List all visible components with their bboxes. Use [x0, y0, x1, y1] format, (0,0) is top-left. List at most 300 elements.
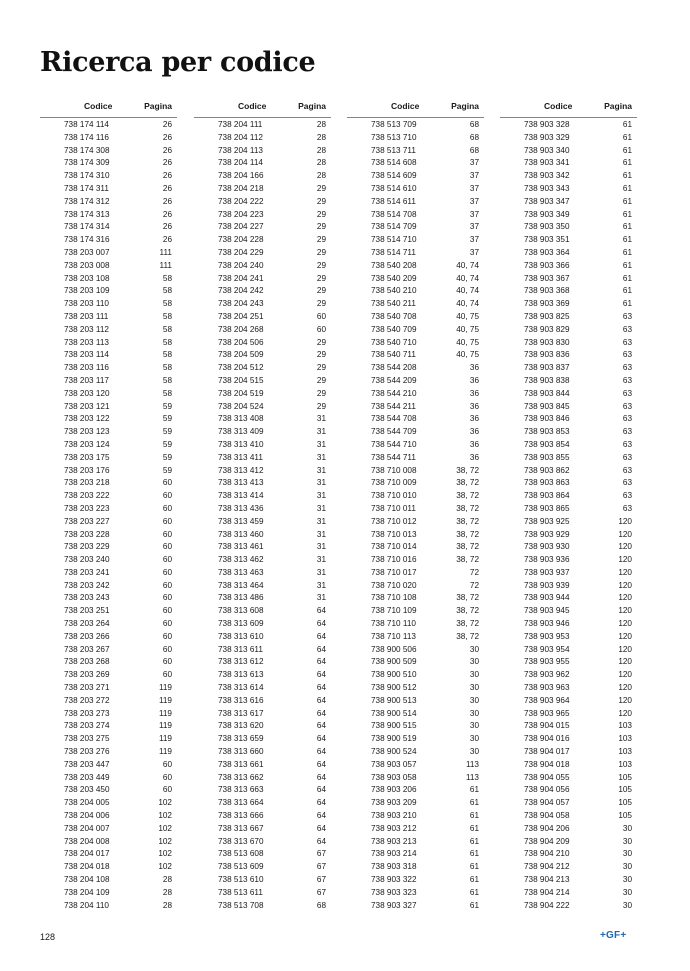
table-row [500, 452, 637, 465]
product-code: 738 203 117 [64, 375, 109, 385]
table-row [40, 669, 177, 682]
product-code: 738 313 659 [218, 734, 264, 744]
page-reference: 30 [469, 695, 479, 705]
table-row [40, 772, 177, 785]
product-code: 738 903 322 [371, 875, 417, 885]
table-row [500, 401, 637, 414]
product-code: 738 903 862 [524, 465, 570, 475]
product-code: 738 204 017 [64, 849, 110, 859]
page-reference: 105 [618, 772, 632, 782]
page-reference: 59 [162, 401, 172, 411]
table-row [40, 401, 177, 414]
table-row [40, 682, 177, 695]
code-header: Codice [84, 101, 113, 111]
table-row [194, 644, 331, 657]
page-reference: 60 [162, 555, 172, 565]
table-row [40, 388, 177, 401]
table-row [347, 695, 484, 708]
table-row [194, 452, 331, 465]
table-row [347, 298, 484, 311]
table-row [347, 413, 484, 426]
page-reference: 64 [316, 734, 326, 744]
product-code: 738 313 610 [218, 631, 264, 641]
page-reference: 30 [469, 734, 479, 744]
table-row [194, 349, 331, 362]
page-reference: 64 [316, 798, 326, 808]
page-reference: 31 [316, 542, 326, 552]
table-row [347, 349, 484, 362]
product-code: 738 204 268 [218, 324, 264, 334]
table-row [40, 285, 177, 298]
page-reference: 36 [469, 439, 479, 449]
page-reference: 26 [162, 171, 172, 181]
page-reference: 31 [316, 465, 326, 475]
page-reference: 61 [622, 209, 632, 219]
table-row [194, 874, 331, 887]
page-reference: 64 [316, 811, 326, 821]
product-code: 738 513 709 [371, 120, 417, 129]
page-reference: 38, 72 [456, 516, 479, 526]
column-header [500, 100, 637, 118]
product-code: 738 204 005 [64, 798, 110, 808]
table-row [194, 720, 331, 733]
page-reference: 64 [316, 606, 326, 616]
code-header: Codice [238, 101, 267, 111]
product-code: 738 204 251 [218, 311, 264, 321]
product-code: 738 903 368 [524, 286, 570, 296]
table-row [347, 592, 484, 605]
product-code: 738 313 666 [218, 811, 264, 821]
product-code: 738 904 214 [524, 887, 570, 897]
page-reference: 60 [162, 644, 172, 654]
table-row [347, 119, 484, 132]
product-code: 738 313 612 [218, 657, 264, 667]
table-row [500, 183, 637, 196]
page-reference: 26 [162, 120, 172, 129]
product-code: 738 203 218 [64, 478, 110, 488]
page-reference: 60 [162, 491, 172, 501]
table-row [194, 170, 331, 183]
table-row [347, 157, 484, 170]
table-row [194, 413, 331, 426]
product-code: 738 313 620 [218, 721, 264, 731]
product-code: 738 540 211 [371, 299, 416, 309]
table-row [40, 490, 177, 503]
table-row [40, 823, 177, 836]
product-code: 738 903 929 [524, 529, 570, 539]
product-code: 738 900 514 [371, 708, 417, 718]
page-reference: 120 [618, 516, 632, 526]
page-reference: 103 [618, 759, 632, 769]
table-row [347, 887, 484, 900]
page-reference: 58 [162, 363, 172, 373]
product-code: 738 203 124 [64, 439, 110, 449]
table-row [500, 900, 637, 913]
page-reference: 60 [162, 657, 172, 667]
table-row [40, 349, 177, 362]
page-reference: 38, 72 [456, 631, 479, 641]
product-code: 738 903 829 [524, 324, 570, 334]
page-reference: 30 [622, 887, 632, 897]
page-reference: 60 [162, 567, 172, 577]
product-code: 738 903 342 [524, 171, 570, 181]
table-row [500, 285, 637, 298]
product-code: 738 203 116 [64, 363, 109, 373]
page-reference: 30 [622, 862, 632, 872]
product-code: 738 514 609 [371, 171, 417, 181]
table-row [500, 426, 637, 439]
product-code: 738 904 018 [524, 759, 570, 769]
page-reference: 29 [316, 209, 326, 219]
page-reference: 31 [316, 427, 326, 437]
table-row [194, 746, 331, 759]
table-row [194, 503, 331, 516]
table-row [194, 298, 331, 311]
table-row [194, 337, 331, 350]
product-code: 738 174 313 [64, 209, 110, 219]
product-code: 738 544 208 [371, 363, 417, 373]
table-row [194, 273, 331, 286]
product-code: 738 313 460 [218, 529, 264, 539]
product-code: 738 313 409 [218, 427, 264, 437]
page-reference: 120 [618, 695, 632, 705]
page-reference: 40, 75 [456, 337, 479, 347]
table-row [40, 234, 177, 247]
table-row [194, 311, 331, 324]
product-code: 738 904 055 [524, 772, 570, 782]
product-code: 738 203 228 [64, 529, 110, 539]
product-code: 738 203 007 [64, 247, 110, 257]
product-code: 738 203 223 [64, 503, 110, 513]
product-code: 738 313 463 [218, 567, 264, 577]
page-reference: 113 [465, 772, 479, 782]
product-code: 738 710 109 [371, 606, 417, 616]
product-code: 738 903 853 [524, 427, 570, 437]
product-code: 738 313 614 [218, 683, 264, 693]
table-row [40, 132, 177, 145]
page-reference: 64 [316, 683, 326, 693]
product-code: 738 203 272 [64, 695, 110, 705]
page-reference: 31 [316, 529, 326, 539]
product-code: 738 203 123 [64, 427, 110, 437]
table-row [500, 516, 637, 529]
product-code: 738 903 954 [524, 644, 570, 654]
rows-container [40, 119, 177, 912]
product-code: 738 204 524 [218, 401, 264, 411]
product-code: 738 710 008 [371, 465, 417, 475]
product-code: 738 710 013 [371, 529, 417, 539]
table-row [194, 580, 331, 593]
page-reference: 58 [162, 388, 172, 398]
page-reference: 102 [158, 798, 172, 808]
page-header: Pagina [451, 101, 479, 111]
page-reference: 28 [316, 145, 326, 155]
table-row [40, 592, 177, 605]
table-row [40, 887, 177, 900]
table-row [40, 119, 177, 132]
table-row [194, 708, 331, 721]
product-code: 738 174 308 [64, 145, 110, 155]
page-reference: 63 [622, 337, 632, 347]
page-reference: 28 [316, 132, 326, 142]
page-reference: 36 [469, 452, 479, 462]
column-header [40, 100, 177, 118]
product-code: 738 513 608 [218, 849, 264, 859]
table-row [40, 848, 177, 861]
table-row [500, 823, 637, 836]
table-row [500, 260, 637, 273]
table-row [194, 605, 331, 618]
page-reference: 120 [618, 555, 632, 565]
page-reference: 30 [622, 875, 632, 885]
table-row [347, 388, 484, 401]
page-reference: 63 [622, 452, 632, 462]
table-row [40, 759, 177, 772]
table-row [347, 784, 484, 797]
product-code: 738 204 008 [64, 836, 110, 846]
page-reference: 31 [316, 593, 326, 603]
page-reference: 31 [316, 491, 326, 501]
product-code: 738 903 367 [524, 273, 570, 283]
table-row [194, 848, 331, 861]
table-row [194, 516, 331, 529]
product-code: 738 203 242 [64, 580, 110, 590]
table-row [347, 656, 484, 669]
product-code: 738 903 364 [524, 247, 570, 257]
table-row [194, 887, 331, 900]
page-reference: 63 [622, 388, 632, 398]
product-code: 738 204 515 [218, 375, 264, 385]
page-reference: 26 [162, 196, 172, 206]
page-reference: 40, 74 [456, 273, 479, 283]
product-code: 738 513 611 [218, 887, 263, 897]
index-column-1 [40, 100, 177, 912]
page-reference: 64 [316, 823, 326, 833]
table-row [347, 682, 484, 695]
page-reference: 61 [469, 862, 479, 872]
table-row [347, 196, 484, 209]
table-row [194, 900, 331, 913]
page-header: Pagina [298, 101, 326, 111]
product-code: 738 313 662 [218, 772, 264, 782]
page-reference: 60 [316, 311, 326, 321]
page-reference: 103 [618, 747, 632, 757]
page-reference: 36 [469, 427, 479, 437]
product-code: 738 204 243 [218, 299, 264, 309]
table-row [194, 656, 331, 669]
page-reference: 61 [622, 171, 632, 181]
page-reference: 63 [622, 350, 632, 360]
product-code: 738 203 450 [64, 785, 110, 795]
page-reference: 120 [618, 567, 632, 577]
table-row [194, 797, 331, 810]
product-code: 738 903 930 [524, 542, 570, 552]
product-code: 738 203 241 [64, 567, 110, 577]
product-code: 738 203 121 [64, 401, 110, 411]
table-row [500, 413, 637, 426]
table-row [194, 388, 331, 401]
product-code: 738 514 711 [371, 247, 416, 257]
product-code: 738 204 229 [218, 247, 264, 257]
page-reference: 38, 72 [456, 593, 479, 603]
product-code: 738 203 113 [64, 337, 109, 347]
page-reference: 61 [469, 887, 479, 897]
product-code: 738 514 710 [371, 235, 417, 245]
table-row [40, 695, 177, 708]
page-reference: 68 [469, 132, 479, 142]
product-code: 738 903 349 [524, 209, 570, 219]
product-code: 738 203 264 [64, 619, 110, 629]
page-reference: 105 [618, 798, 632, 808]
table-row [500, 580, 637, 593]
page-reference: 30 [469, 683, 479, 693]
product-code: 738 903 318 [371, 862, 417, 872]
table-row [194, 209, 331, 222]
table-row [347, 733, 484, 746]
page-reference: 58 [162, 324, 172, 334]
page-reference: 36 [469, 401, 479, 411]
product-code: 738 903 327 [371, 900, 417, 910]
page-reference: 61 [469, 900, 479, 910]
code-header: Codice [391, 101, 420, 111]
product-code: 738 904 212 [524, 862, 570, 872]
page-reference: 72 [469, 567, 479, 577]
product-code: 738 710 108 [371, 593, 417, 603]
page-reference: 103 [618, 734, 632, 744]
table-row [194, 529, 331, 542]
page-reference: 38, 72 [456, 465, 479, 475]
table-row [194, 465, 331, 478]
page-reference: 60 [162, 529, 172, 539]
table-row [194, 324, 331, 337]
page-reference: 119 [158, 683, 172, 693]
table-row [40, 644, 177, 657]
table-row [500, 375, 637, 388]
product-code: 738 903 945 [524, 606, 570, 616]
product-code: 738 903 939 [524, 580, 570, 590]
product-code: 738 313 613 [218, 670, 264, 680]
table-row [40, 656, 177, 669]
product-code: 738 203 222 [64, 491, 110, 501]
table-row [40, 861, 177, 874]
product-code: 738 174 314 [64, 222, 110, 232]
product-code: 738 313 413 [218, 478, 264, 488]
page-reference: 60 [162, 785, 172, 795]
product-code: 738 203 175 [64, 452, 110, 462]
table-row [500, 618, 637, 631]
table-row [347, 836, 484, 849]
page-reference: 59 [162, 452, 172, 462]
page-reference: 61 [469, 849, 479, 859]
product-code: 738 313 414 [218, 491, 264, 501]
product-code: 738 903 350 [524, 222, 570, 232]
product-code: 738 514 610 [371, 183, 417, 193]
page-reference: 26 [162, 235, 172, 245]
product-code: 738 204 114 [218, 158, 263, 168]
product-code: 738 313 609 [218, 619, 264, 629]
table-row [500, 861, 637, 874]
table-row [40, 516, 177, 529]
page-reference: 102 [158, 862, 172, 872]
page-reference: 120 [618, 542, 632, 552]
page-reference: 31 [316, 452, 326, 462]
table-row [347, 848, 484, 861]
table-row [194, 669, 331, 682]
page-reference: 60 [162, 606, 172, 616]
table-row [194, 592, 331, 605]
table-row [500, 631, 637, 644]
page-reference: 58 [162, 375, 172, 385]
table-row [40, 541, 177, 554]
table-row [347, 375, 484, 388]
product-code: 738 903 329 [524, 132, 570, 142]
table-row [40, 874, 177, 887]
table-row [40, 452, 177, 465]
product-code: 738 903 209 [371, 798, 417, 808]
page-reference: 60 [162, 619, 172, 629]
product-code: 738 904 206 [524, 823, 570, 833]
table-row [500, 529, 637, 542]
product-code: 738 710 009 [371, 478, 417, 488]
page-reference: 61 [622, 222, 632, 232]
product-code: 738 203 109 [64, 286, 110, 296]
product-code: 738 513 711 [371, 145, 416, 155]
product-code: 738 313 436 [218, 503, 264, 513]
product-code: 738 900 515 [371, 721, 417, 731]
page-reference: 37 [469, 158, 479, 168]
product-code: 738 203 229 [64, 542, 110, 552]
table-row [347, 503, 484, 516]
page-reference: 63 [622, 375, 632, 385]
page-reference: 26 [162, 209, 172, 219]
page-reference: 60 [162, 631, 172, 641]
page-reference: 63 [622, 439, 632, 449]
table-row [500, 592, 637, 605]
page-reference: 63 [622, 427, 632, 437]
table-row [500, 170, 637, 183]
page-reference: 64 [316, 772, 326, 782]
table-row [40, 797, 177, 810]
product-code: 738 544 709 [371, 427, 417, 437]
table-row [500, 362, 637, 375]
product-code: 738 174 310 [64, 171, 110, 181]
table-row [194, 618, 331, 631]
product-code: 738 313 464 [218, 580, 264, 590]
table-row [347, 465, 484, 478]
table-row [194, 401, 331, 414]
page-reference: 37 [469, 222, 479, 232]
product-code: 738 710 011 [371, 503, 416, 513]
table-row [194, 145, 331, 158]
page-reference: 64 [316, 708, 326, 718]
product-code: 738 540 709 [371, 324, 417, 334]
table-row [347, 337, 484, 350]
page-reference: 38, 72 [456, 529, 479, 539]
page-reference: 61 [622, 183, 632, 193]
page-reference: 64 [316, 657, 326, 667]
page-reference: 120 [618, 529, 632, 539]
page-reference: 30 [469, 721, 479, 731]
table-row [40, 311, 177, 324]
product-code: 738 313 664 [218, 798, 264, 808]
table-row [347, 708, 484, 721]
product-code: 738 904 213 [524, 875, 570, 885]
product-code: 738 313 412 [218, 465, 264, 475]
product-code: 738 514 608 [371, 158, 417, 168]
product-code: 738 203 120 [64, 388, 110, 398]
table-row [500, 273, 637, 286]
table-row [500, 196, 637, 209]
